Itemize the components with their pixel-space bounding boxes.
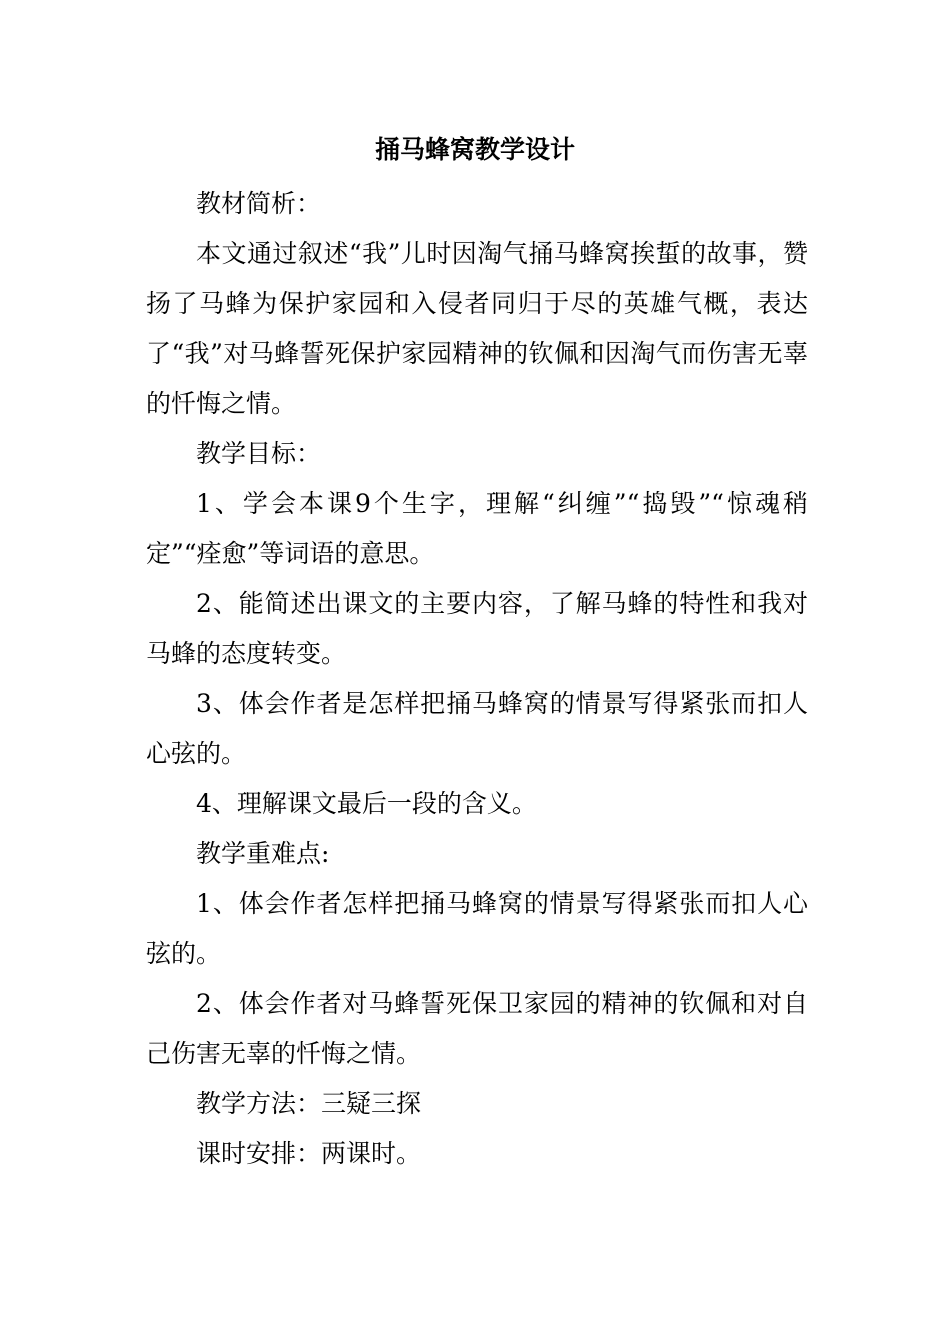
teaching-goal-item: 3、体会作者是怎样把捅马蜂窝的情景写得紧张而扣人心弦的。 bbox=[146, 689, 808, 768]
section-heading-teaching-goals: 教学目标： bbox=[196, 439, 322, 468]
document-body bbox=[146, 179, 808, 1179]
section-heading-key-difficulties: 教学重难点: bbox=[196, 839, 330, 868]
class-schedule-line: 课时安排：两课时。 bbox=[196, 1139, 422, 1168]
teaching-goal-item: 2、能简述出课文的主要内容，了解马蜂的特性和我对马蜂的态度转变。 bbox=[146, 589, 808, 668]
teaching-method-line: 教学方法：三疑三探 bbox=[196, 1089, 422, 1118]
document-title: 捅马蜂窝教学设计 bbox=[374, 135, 575, 164]
key-difficulty-item: 2、体会作者对马蜂誓死保卫家园的精神的钦佩和对自己伤害无辜的忏悔之情。 bbox=[146, 989, 808, 1068]
section-heading-material-analysis: 教材简析： bbox=[196, 189, 322, 218]
teaching-goal-item: 4、理解课文最后一段的含义。 bbox=[196, 789, 537, 818]
key-difficulty-item: 1、体会作者怎样把捅马蜂窝的情景写得紧张而扣人心弦的。 bbox=[146, 889, 808, 968]
material-analysis-paragraph: 本文通过叙述“我”儿时因淘气捅马蜂窝挨蜇的故事，赞扬了马蜂为保护家园和入侵者同归于尽的英雄气概，表达了“我”对马蜂誓死保护家园精神的钦佩和因淘气而伤害无辜的忏悔之情。 bbox=[146, 239, 808, 418]
teaching-goal-item: 1、学会本课9个生字，理解“纠缠”“捣毁”“惊魂稍定”“痊愈”等词语的意思。 bbox=[146, 489, 808, 568]
